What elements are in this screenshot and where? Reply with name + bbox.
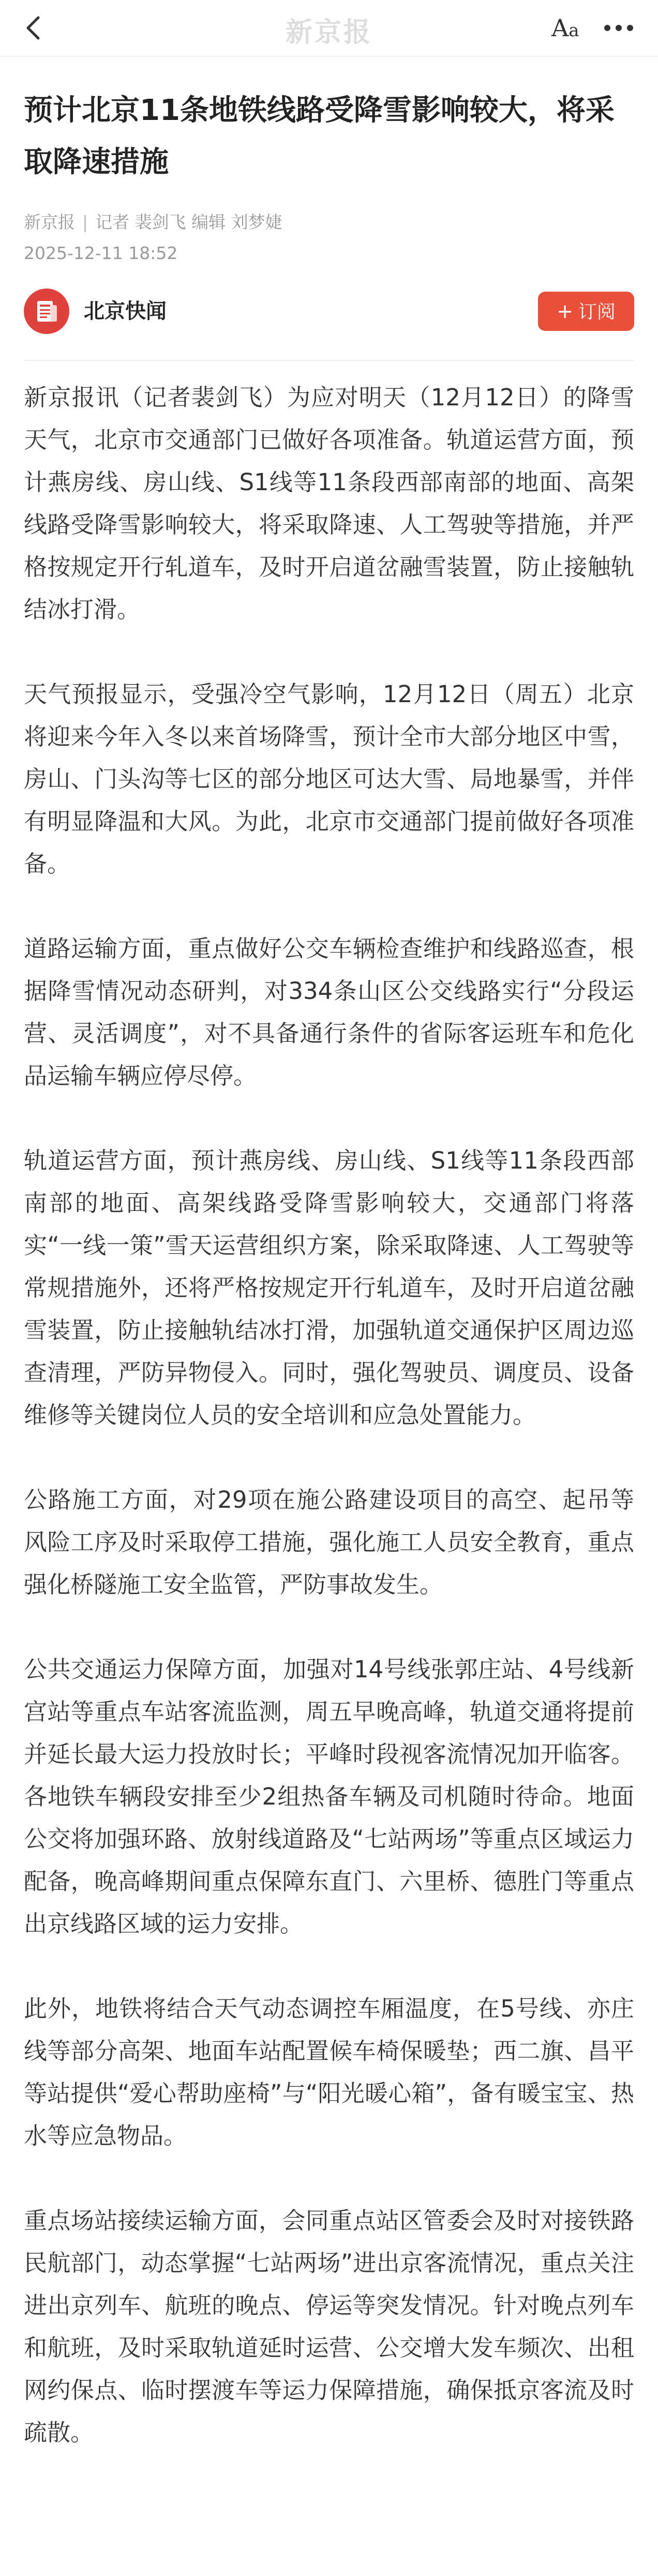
top-nav-bar: [0, 0, 658, 56]
byline-reporter: 记者 裴剑飞: [95, 212, 186, 232]
account-name[interactable]: 北京快闻: [84, 299, 167, 323]
more-button[interactable]: [600, 13, 637, 42]
bottom-fade: [0, 2544, 658, 2576]
article-paragraph: 轨道运营方面，预计燕房线、房山线、S1线等11条段西部南部的地面、高架线路受降雪影响较大，交通部门将落实“一线一策”雪天运营组织方案，除采取降速、人工驾驶等常规措施外，还将严格按规定开行轧道车，及时开启道岔融雪装置，防止接触轨结冰打滑，加强轨道交通保护区周边巡查清理，严防异物侵入。同时，强化驾驶员、调度员、设备维修等关键岗位人员的安全培训和应急处置能力。: [24, 1147, 634, 1429]
plus-icon: +: [557, 300, 573, 323]
article-paragraph: 公共交通运力保障方面，加强对14号线张郭庄站、4号线新宫站等重点车站客流监测，周五早晚高峰，轨道交通将提前并延长最大运力投放时长；平峰时段视客流情况加开临客。各地铁车辆段安排至少2组热备车辆及司机随时待命。地面公交将加强环路、放射线道路及“七站两场”等重点区域运力配备，晚高峰期间重点保障东直门、六里桥、德胜门等重点出京线路区域的运力安排。: [24, 1656, 634, 1937]
article-paragraph: 道路运输方面，重点做好公交车辆检查维护和线路巡查，根据降雪情况动态研判，对334条山区公交线路实行“分段运营、灵活调度”，对不具备通行条件的省际客运班车和危化品运输车辆应停尽停。: [24, 935, 634, 1089]
article-paragraph: 新京报讯（记者裴剑飞）为应对明天（12月12日）的降雪天气，北京市交通部门已做好各项准备。轨道运营方面，预计燕房线、房山线、S1线等11条段西部南部的地面、高架线路受降雪影响较大，将采取降速、人工驾驶等措施，并严格按规定开行轧道车，及时开启道岔融雪装置，防止接触轨结冰打滑。: [24, 384, 634, 623]
font-size-icon-small: a: [569, 20, 579, 41]
article-paragraph: 重点场站接续运输方面，会同重点站区管委会及时对接铁路民航部门，动态掌握“七站两场”进出京客流情况，重点关注进出京列车、航班的晚点、停运等突发情况。针对晚点列车和航班，及时采取轨道延时运营、公交增大发车频次、出租网约保点、临时摆渡车等运力保障措施，确保抵京客流及时疏散。: [24, 2207, 634, 2446]
byline-source: 新京报: [24, 212, 75, 232]
header-divider: [0, 56, 658, 57]
account-divider: [24, 360, 634, 361]
article-byline: [24, 210, 634, 235]
newspaper-icon: [24, 289, 69, 334]
byline-editor: 编辑 刘梦婕: [191, 212, 282, 232]
publish-date: 2025-12-11 18:52: [24, 243, 178, 263]
article-paragraph: 公路施工方面，对29项在施公路建设项目的高空、起吊等风险工序及时采取停工措施，强化施工人员安全教育，重点强化桥隧施工安全监管，严防事故发生。: [24, 1486, 634, 1598]
article-title: 预计北京11条地铁线路受降雪影响较大，将采取降速措施: [24, 94, 615, 179]
byline-separator: |: [82, 212, 88, 232]
more-dots-icon: [600, 13, 637, 42]
article-paragraph: 天气预报显示，受强冷空气影响，12月12日（周五）北京将迎来今年入冬以来首场降雪，预计全市大部分地区中雪，房山、门头沟等七区的部分地区可达大雪、局地暴雪，并伴有明显降温和大风。为此，北京市交通部门提前做好各项准备。: [24, 680, 634, 877]
avatar[interactable]: [24, 289, 69, 334]
source-account-row: [24, 286, 634, 336]
subscribe-label: 订阅: [578, 301, 616, 323]
article-body: [24, 376, 634, 2454]
font-size-button[interactable]: [551, 12, 588, 43]
brand-logo: 新京报: [285, 17, 372, 48]
subscribe-button[interactable]: [538, 292, 634, 331]
font-size-icon-large: A: [551, 14, 569, 42]
article-paragraph: 此外，地铁将结合天气动态调控车厢温度，在5号线、亦庄线等部分高架、地面车站配置候车椅保暖垫；西二旗、昌平等站提供“爱心帮助座椅”与“阳光暖心箱”，备有暖宝宝、热水等应急物品。: [24, 1995, 634, 2149]
